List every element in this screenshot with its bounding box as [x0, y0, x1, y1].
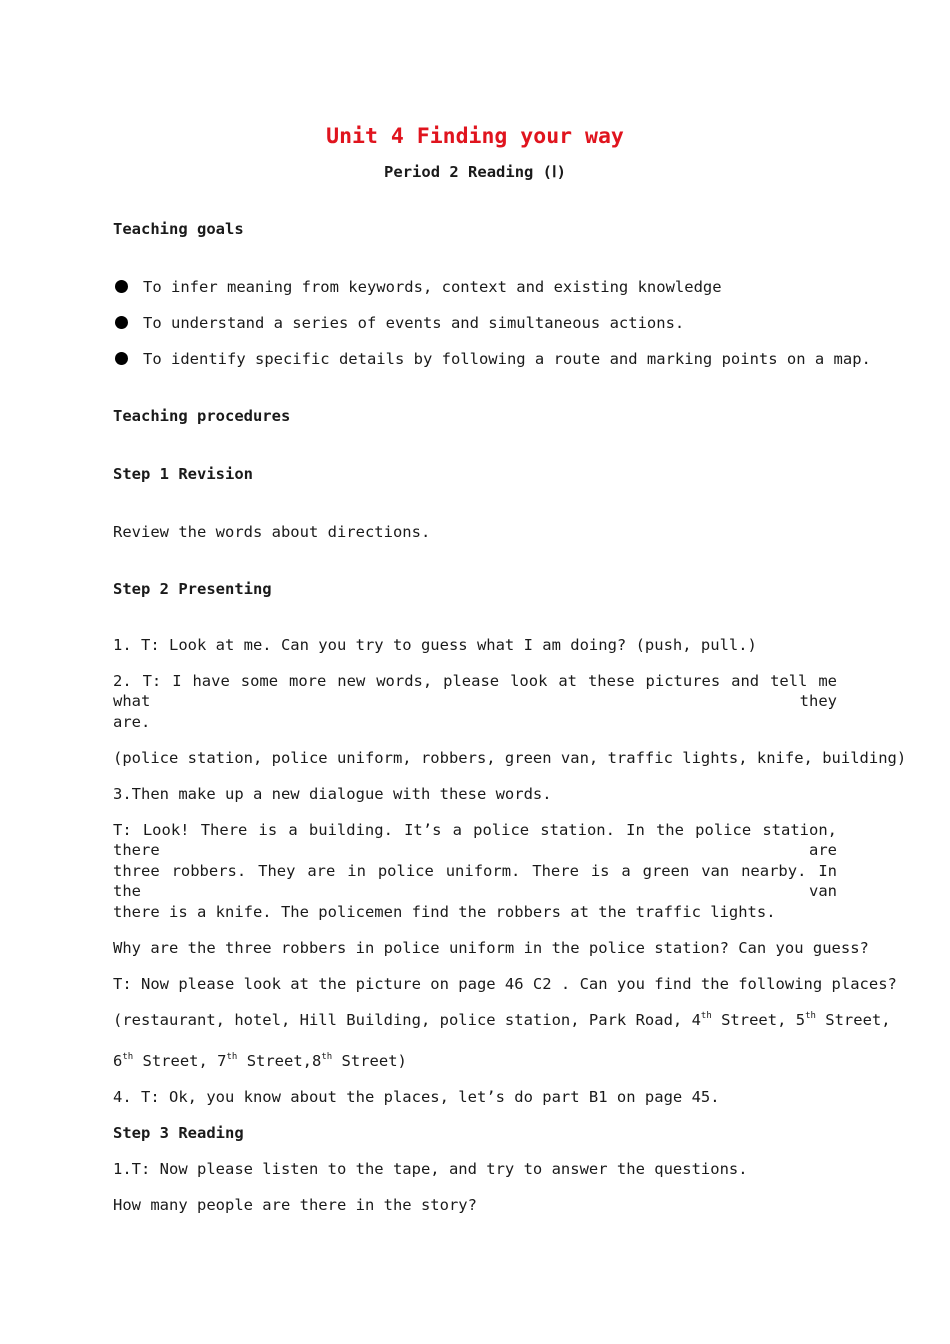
step2-line: 4. T: Ok, you know about the places, let’s do part B1 on page 45.: [113, 1088, 720, 1106]
step1-text: Review the words about directions.: [113, 523, 431, 541]
step2-line: T: Look! There is a building. It’s a police station. In the police station, there are: [113, 821, 837, 859]
step2-heading: Step 2 Presenting: [113, 580, 272, 598]
step3-heading: Step 3 Reading: [113, 1124, 244, 1142]
goal-item: To infer meaning from keywords, context and existing knowledge: [113, 277, 722, 297]
step3-line: How many people are there in the story?: [113, 1196, 477, 1214]
bullet-icon: [115, 280, 128, 293]
goal-item: To understand a series of events and simultaneous actions.: [113, 313, 684, 333]
bullet-icon: [115, 316, 128, 329]
step2-line: there is a knife. The policemen find the robbers at the traffic lights.: [113, 903, 776, 921]
document-subtitle: Period 2 Reading (Ⅰ): [384, 163, 566, 181]
step2-line: (police station, police uniform, robbers, green van, traffic lights, knife, building): [113, 749, 907, 767]
procedures-heading: Teaching procedures: [113, 407, 291, 425]
document-title: Unit 4 Finding your way: [326, 124, 624, 149]
goals-heading: Teaching goals: [113, 220, 244, 238]
step2-line: Why are the three robbers in police uniform in the police station? Can you guess?: [113, 939, 869, 957]
step1-heading: Step 1 Revision: [113, 465, 253, 483]
step2-line: are.: [113, 713, 151, 731]
step2-line: three robbers. They are in police uniform. There is a green van nearby. In the van: [113, 862, 837, 900]
step2-line: 3.Then make up a new dialogue with these words.: [113, 785, 552, 803]
step2-places-line: 6th Street, 7th Street,8th Street): [113, 1052, 407, 1070]
step2-places-line: (restaurant, hotel, Hill Building, police station, Park Road, 4th Street, 5th Street,: [113, 1011, 891, 1029]
step2-line: 1. T: Look at me. Can you try to guess what I am doing? (push, pull.): [113, 636, 757, 654]
step3-line: 1.T: Now please listen to the tape, and try to answer the questions.: [113, 1160, 748, 1178]
step2-line: 2. T: I have some more new words, please look at these pictures and tell me what they: [113, 672, 837, 710]
bullet-icon: [115, 352, 128, 365]
goal-item: To identify specific details by following a route and marking points on a map.: [113, 349, 871, 369]
step2-line: T: Now please look at the picture on page 46 C2 . Can you find the following places?: [113, 975, 897, 993]
